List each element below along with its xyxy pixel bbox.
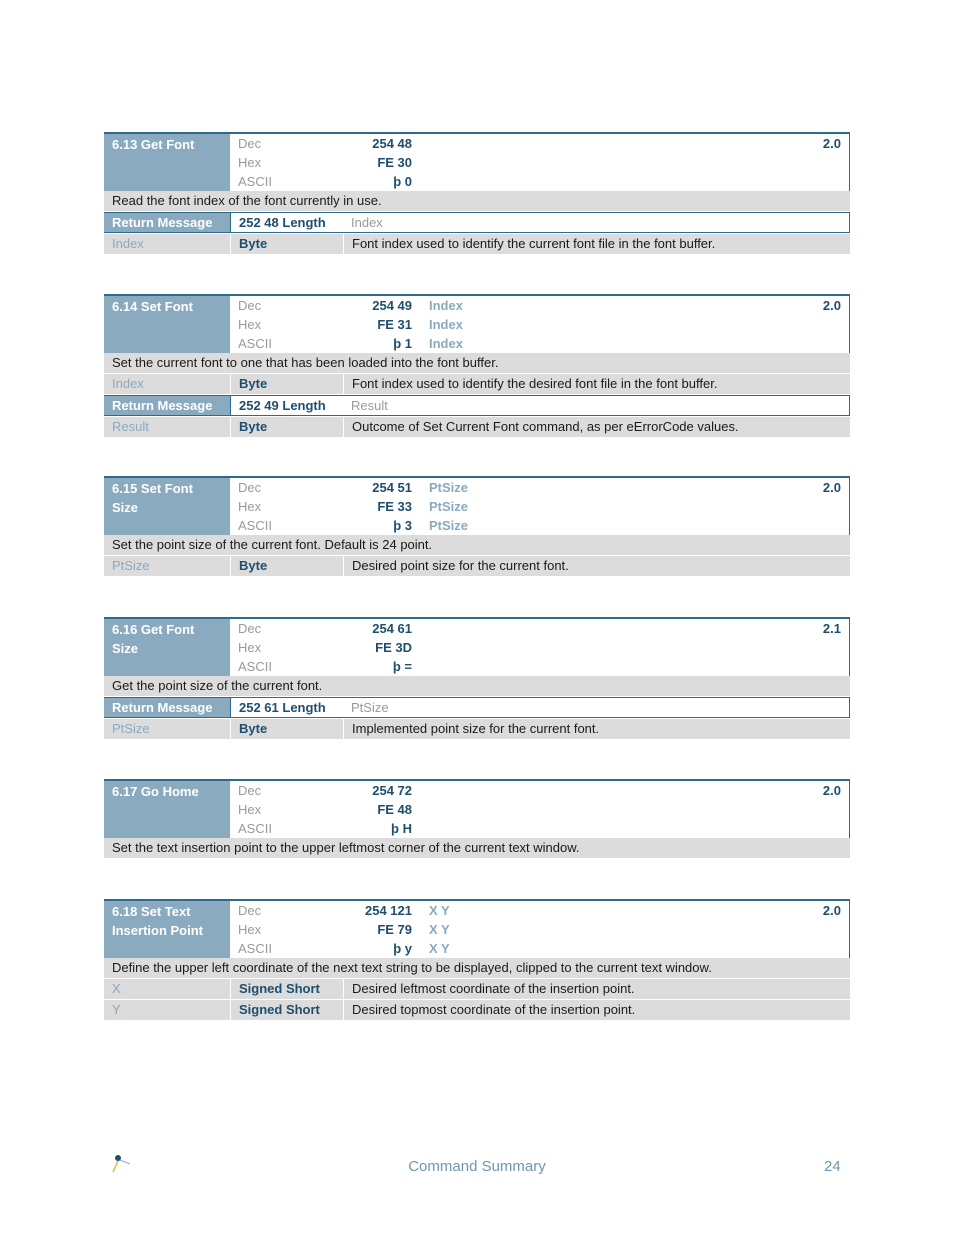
code-row-dec [230, 134, 849, 153]
param-type: Byte [231, 556, 344, 576]
code-label: Dec [238, 136, 262, 151]
command-codes [230, 781, 850, 838]
code-value: 254 48 [372, 136, 412, 151]
param-name: PtSize [104, 719, 231, 739]
command-codes [230, 134, 850, 191]
code-label: Hex [238, 922, 262, 937]
return-message-row [104, 395, 850, 416]
param-name: Index [104, 234, 231, 254]
command-title: 6.14 Set Font [104, 296, 230, 353]
code-label: Dec [238, 621, 262, 636]
return-message-row [104, 212, 850, 233]
code-label: Hex [238, 317, 262, 332]
command-get-font [104, 132, 850, 254]
code-row-ascii [230, 172, 849, 191]
footer-title: Command Summary [408, 1158, 546, 1175]
return-length: 252 61 Length [230, 697, 343, 717]
param-row [104, 719, 850, 739]
command-set-font [104, 294, 850, 437]
version-badge: 2.0 [822, 136, 841, 151]
command-header [104, 478, 850, 535]
command-set-font-size [104, 476, 850, 576]
code-value: FE 31 [377, 317, 412, 332]
return-label: Return Message [104, 395, 230, 415]
code-param [412, 638, 429, 657]
version-badge: 2.0 [822, 298, 841, 313]
code-row-hex [230, 497, 849, 516]
code-param: Index [429, 336, 463, 351]
return-param: Index [343, 212, 850, 232]
return-length: 252 48 Length [230, 212, 343, 232]
command-header [104, 296, 850, 353]
code-label: Dec [238, 480, 262, 495]
page-number: 24 [824, 1158, 841, 1175]
command-codes [230, 901, 850, 958]
code-value: 254 61 [372, 621, 412, 636]
code-value: 254 121 [365, 903, 412, 918]
command-description: Read the font index of the font currently in use. [104, 191, 850, 211]
code-row-dec [230, 901, 849, 920]
command-title: 6.13 Get Font [104, 134, 230, 191]
code-row-ascii [230, 939, 849, 958]
code-param: X Y [429, 922, 450, 937]
code-row-hex [230, 638, 849, 657]
command-codes [230, 296, 850, 353]
return-param: PtSize [343, 697, 850, 717]
param-description: Outcome of Set Current Font command, as per eErrorCode values. [352, 419, 739, 434]
param-row [104, 417, 850, 437]
param-name: Y [104, 1000, 231, 1020]
version-badge: 2.0 [822, 783, 841, 798]
code-value: 254 49 [372, 298, 412, 313]
param-row [104, 1000, 850, 1020]
command-get-font-size [104, 617, 850, 739]
code-value: 254 72 [372, 783, 412, 798]
code-label: ASCII [238, 941, 272, 956]
code-value: þ y [393, 941, 412, 956]
return-param: Result [343, 395, 850, 415]
code-param [412, 657, 429, 676]
code-row-ascii [230, 657, 849, 676]
param-description: Desired topmost coordinate of the insertion point. [352, 1002, 636, 1017]
return-message-row [104, 697, 850, 718]
code-value: þ H [391, 821, 412, 836]
code-value: þ = [392, 659, 412, 674]
code-param [412, 172, 429, 191]
command-codes [230, 619, 850, 676]
code-row-ascii [230, 334, 849, 353]
code-label: ASCII [238, 659, 272, 674]
code-label: Hex [238, 499, 262, 514]
param-description: Font index used to identify the desired font file in the font buffer. [352, 376, 718, 391]
code-row-hex [230, 920, 849, 939]
command-header [104, 134, 850, 191]
code-value: 254 51 [372, 480, 412, 495]
param-description: Implemented point size for the current font. [352, 721, 600, 736]
param-name: Result [104, 417, 231, 437]
return-label: Return Message [104, 697, 230, 717]
code-param [412, 800, 429, 819]
param-description: Font index used to identify the current font file in the font buffer. [352, 236, 716, 251]
code-label: ASCII [238, 174, 272, 189]
code-row-dec [230, 296, 849, 315]
command-description: Set the point size of the current font. Default is 24 point. [104, 535, 850, 555]
code-label: Hex [238, 802, 262, 817]
code-param [412, 619, 429, 638]
param-name: Index [104, 374, 231, 394]
code-param: PtSize [429, 518, 469, 533]
code-value: FE 79 [377, 922, 412, 937]
code-row-ascii [230, 516, 849, 535]
param-type: Signed Short [231, 1000, 344, 1020]
param-description: Desired point size for the current font. [352, 558, 569, 573]
code-param: PtSize [429, 480, 469, 495]
param-name: PtSize [104, 556, 231, 576]
return-length: 252 49 Length [230, 395, 343, 415]
param-row [104, 556, 850, 576]
code-param [412, 819, 429, 838]
command-description: Get the point size of the current font. [104, 676, 850, 696]
code-value: þ 3 [393, 518, 412, 533]
code-param: X Y [429, 941, 450, 956]
code-label: ASCII [238, 336, 272, 351]
code-param: PtSize [429, 499, 469, 514]
code-param: X Y [429, 903, 450, 918]
code-row-hex [230, 153, 849, 172]
code-value: FE 30 [377, 155, 412, 170]
param-row [104, 374, 850, 394]
code-row-dec [230, 781, 849, 800]
command-title: 6.18 Set Text Insertion Point [104, 901, 230, 958]
code-param: Index [429, 317, 463, 332]
param-type: Byte [231, 417, 344, 437]
code-label: ASCII [238, 518, 272, 533]
code-row-ascii [230, 819, 849, 838]
command-set-text-insertion-point [104, 899, 850, 1020]
code-label: ASCII [238, 821, 272, 836]
code-param [412, 134, 429, 153]
param-type: Byte [231, 234, 344, 254]
code-label: Dec [238, 783, 262, 798]
param-row [104, 979, 850, 999]
code-row-hex [230, 315, 849, 334]
param-row [104, 234, 850, 254]
code-row-hex [230, 800, 849, 819]
param-name: X [104, 979, 231, 999]
command-go-home [104, 779, 850, 858]
command-header [104, 781, 850, 838]
code-label: Hex [238, 155, 262, 170]
code-value: þ 0 [393, 174, 412, 189]
code-label: Dec [238, 298, 262, 313]
command-title: 6.17 Go Home [104, 781, 230, 838]
code-param [412, 153, 429, 172]
code-param [412, 781, 429, 800]
code-value: FE 3D [375, 640, 412, 655]
param-description: Desired leftmost coordinate of the insertion point. [352, 981, 635, 996]
version-badge: 2.1 [822, 621, 841, 636]
code-param: Index [429, 298, 463, 313]
return-label: Return Message [104, 212, 230, 232]
command-title: 6.15 Set Font Size [104, 478, 230, 535]
code-label: Dec [238, 903, 262, 918]
version-badge: 2.0 [822, 480, 841, 495]
code-value: þ 1 [393, 336, 412, 351]
command-header [104, 901, 850, 958]
command-header [104, 619, 850, 676]
command-description: Define the upper left coordinate of the next text string to be displayed, clipped to the current text window. [104, 958, 850, 978]
code-row-dec [230, 478, 849, 497]
command-description: Set the current font to one that has been loaded into the font buffer. [104, 353, 850, 373]
code-value: FE 33 [377, 499, 412, 514]
code-row-dec [230, 619, 849, 638]
param-type: Byte [231, 719, 344, 739]
command-description: Set the text insertion point to the upper leftmost corner of the current text window. [104, 838, 850, 858]
command-codes [230, 478, 850, 535]
param-type: Signed Short [231, 979, 344, 999]
version-badge: 2.0 [822, 903, 841, 918]
code-value: FE 48 [377, 802, 412, 817]
param-type: Byte [231, 374, 344, 394]
code-label: Hex [238, 640, 262, 655]
command-title: 6.16 Get Font Size [104, 619, 230, 676]
